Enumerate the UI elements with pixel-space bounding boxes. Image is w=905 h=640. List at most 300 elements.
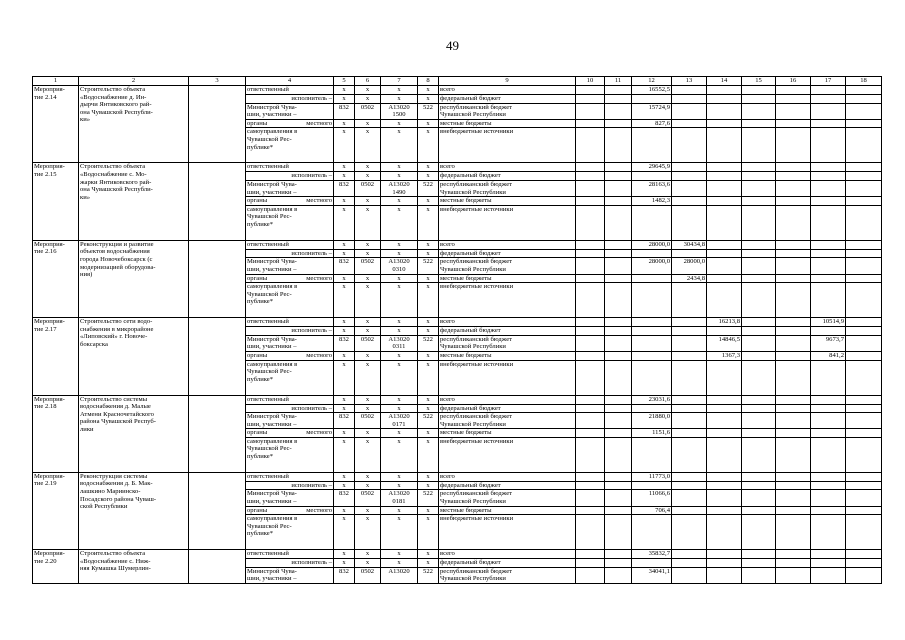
funding-source	[439, 360, 576, 395]
responsible-line	[246, 515, 334, 550]
column-number	[707, 77, 742, 86]
responsible-text: Министрой Чува-	[247, 567, 297, 575]
value-year-col-18	[846, 180, 882, 196]
responsible-text: шии, участники –	[247, 265, 297, 273]
value-year-col-16	[776, 515, 811, 550]
value-year-col-17-text: 10514,9	[822, 318, 844, 326]
value-year-col-14	[707, 180, 742, 196]
funding-source	[439, 515, 576, 550]
column-number	[246, 77, 334, 86]
value-year-col-18	[846, 351, 882, 360]
value-year-col-14	[707, 283, 742, 318]
code-c5-text: 832	[339, 180, 349, 188]
value-year-col-18	[846, 490, 882, 506]
code-c6	[355, 550, 381, 559]
value-year-col-11	[605, 429, 632, 438]
funding-source	[439, 490, 576, 506]
value-year-col-18	[846, 360, 882, 395]
code-c8	[418, 506, 439, 515]
responsible-text: органы местного	[247, 197, 332, 205]
code-c6	[355, 472, 381, 481]
code-c5-text: x	[342, 318, 346, 326]
value-year-col-10	[576, 360, 605, 395]
code-c6	[355, 103, 381, 119]
funding-source-text: республиканский бюджет	[440, 335, 513, 343]
code-c6	[355, 567, 381, 583]
value-year-col-11	[605, 258, 632, 274]
code-c8-text: x	[426, 119, 430, 127]
column-3-empty	[189, 163, 246, 240]
code-c6-text: x	[365, 163, 370, 171]
code-c6	[355, 197, 381, 206]
responsible-text: органы местного	[247, 274, 332, 282]
code-c7	[381, 172, 418, 181]
funding-source-text: внебюджетные источники	[440, 283, 514, 291]
value-year-col-17	[811, 205, 846, 240]
funding-source	[439, 163, 576, 172]
measure-name	[79, 550, 189, 584]
column-number-text: 6	[365, 77, 370, 84]
value-year-col-11	[605, 86, 632, 95]
code-c8-text: x	[426, 327, 430, 335]
column-number	[605, 77, 632, 86]
value-year-col-17	[811, 515, 846, 550]
code-c6-text: 0502	[360, 258, 375, 266]
value-year-col-10	[576, 283, 605, 318]
code-c6-text: x	[365, 550, 370, 558]
column-number-text: 11	[614, 77, 622, 84]
value-year-col-11	[605, 550, 632, 559]
value-year-col-13	[672, 95, 707, 104]
code-c6	[355, 515, 381, 550]
value-year-col-16	[776, 404, 811, 413]
value-year-col-17	[811, 119, 846, 128]
code-c5-text: x	[342, 429, 346, 437]
funding-source	[439, 240, 576, 249]
code-c7-text: x	[397, 559, 401, 567]
code-c8-text: 522	[423, 567, 433, 575]
responsible-line	[246, 327, 334, 336]
value-year-col-14	[707, 327, 742, 336]
code-c8-text: x	[426, 95, 430, 102]
responsible-line	[246, 429, 334, 438]
value-year-col-10	[576, 86, 605, 95]
code-c6-text: x	[365, 197, 370, 205]
value-year-col-14	[707, 103, 742, 119]
responsible-text: Министрой Чува-	[247, 490, 297, 498]
value-year-col-12	[632, 506, 672, 515]
value-year-col-16	[776, 413, 811, 429]
value-year-col-10	[576, 197, 605, 206]
responsible-line-line: ответственный	[247, 86, 289, 93]
value-year-col-10	[576, 327, 605, 336]
value-year-col-13-text: 2434,8	[686, 274, 705, 282]
value-year-col-10	[576, 472, 605, 481]
measure-name-line: водоснабжения д. Б. Мак-	[80, 480, 153, 488]
measure-name	[79, 318, 189, 395]
value-year-col-11	[605, 472, 632, 481]
value-year-col-14	[707, 515, 742, 550]
code-c7-text: А13020	[388, 490, 410, 498]
code-c6	[355, 335, 381, 351]
responsible-text: самоуправления в	[247, 515, 298, 523]
value-year-col-11	[605, 506, 632, 515]
funding-source	[439, 404, 576, 413]
funding-source	[439, 283, 576, 318]
value-year-col-17	[811, 351, 846, 360]
code-c6	[355, 249, 381, 258]
code-c5-text: x	[342, 172, 346, 180]
code-c7-text: x	[397, 472, 401, 480]
responsible-text: публике*	[247, 143, 274, 151]
code-c7-text: x	[397, 437, 401, 445]
code-c8-text: x	[426, 318, 430, 326]
value-year-col-13	[672, 258, 707, 274]
value-year-col-12	[632, 95, 672, 104]
column-number	[576, 77, 605, 86]
funding-source-text: всего	[440, 86, 455, 93]
column-number-text: 12	[648, 77, 655, 84]
funding-source	[439, 327, 576, 336]
code-c5-text: x	[342, 119, 346, 127]
code-c6-text: 0502	[360, 103, 375, 111]
value-year-col-15	[742, 559, 776, 568]
value-year-col-15	[742, 335, 776, 351]
code-c7	[381, 327, 418, 336]
value-year-col-14	[707, 205, 742, 240]
code-c6-text: 0502	[360, 567, 375, 575]
code-c5	[334, 550, 355, 559]
code-c7-text: x	[397, 429, 401, 437]
code-c5-text: x	[342, 472, 346, 480]
funding-source-text: всего	[440, 472, 455, 480]
code-c5	[334, 515, 355, 550]
code-c6	[355, 360, 381, 395]
value-year-col-11	[605, 274, 632, 283]
code-c5	[334, 283, 355, 318]
value-year-col-13	[672, 172, 707, 181]
value-year-col-11	[605, 95, 632, 104]
code-c7	[381, 481, 418, 490]
column-number	[439, 77, 576, 86]
code-c6	[355, 506, 381, 515]
code-c8	[418, 128, 439, 163]
code-c6-text: x	[365, 274, 370, 282]
code-c7	[381, 205, 418, 240]
code-c8-text: x	[426, 506, 430, 514]
funding-source-text: внебюджетные источники	[440, 360, 514, 368]
code-c5	[334, 567, 355, 583]
code-c6-text: x	[365, 395, 370, 403]
value-year-col-14-text: 14846,5	[718, 335, 740, 343]
page-number: 49	[446, 38, 459, 53]
value-year-col-14	[707, 559, 742, 568]
measure-number-line: тие 2.17	[34, 325, 57, 333]
value-year-col-12-text: 23031,6	[648, 395, 670, 403]
code-c6	[355, 318, 381, 327]
value-year-col-17	[811, 404, 846, 413]
value-year-col-11	[605, 404, 632, 413]
code-c5-text: x	[342, 559, 346, 567]
value-year-col-12	[632, 274, 672, 283]
measure-name-line: снабжения в микрорайоне	[80, 325, 154, 333]
column-number-text: 5	[342, 77, 346, 84]
value-year-col-12	[632, 360, 672, 395]
responsible-line	[246, 197, 334, 206]
value-year-col-17	[811, 258, 846, 274]
code-c6	[355, 481, 381, 490]
code-c7-text: x	[397, 506, 401, 514]
responsible-text: Министрой Чува-	[247, 413, 297, 421]
value-year-col-14	[707, 437, 742, 472]
value-year-col-10	[576, 429, 605, 438]
value-year-col-12	[632, 404, 672, 413]
value-year-col-16	[776, 163, 811, 172]
value-year-col-13	[672, 327, 707, 336]
value-year-col-13	[672, 128, 707, 163]
code-c8	[418, 180, 439, 196]
code-c8	[418, 490, 439, 506]
code-c6-text: x	[365, 86, 370, 93]
value-year-col-17	[811, 437, 846, 472]
value-year-col-18	[846, 437, 882, 472]
value-year-col-16	[776, 172, 811, 181]
code-c5-text: x	[342, 327, 346, 335]
funding-source-text: республиканский бюджет	[440, 567, 513, 575]
code-c7-text: x	[397, 283, 401, 291]
measure-name-line: жарки Янтиковского рай-	[80, 178, 152, 186]
measure-name-line: «Водоснабжение д. Ин-	[80, 93, 147, 101]
code-c7	[381, 550, 418, 559]
value-year-col-15	[742, 197, 776, 206]
code-c8	[418, 240, 439, 249]
responsible-text: органы местного	[247, 351, 332, 359]
code-c7-text: x	[397, 274, 401, 282]
value-year-col-13	[672, 351, 707, 360]
responsible-text: Чувашской Рес-	[247, 368, 292, 376]
code-c6	[355, 351, 381, 360]
responsible-line	[246, 240, 334, 249]
value-year-col-17	[811, 395, 846, 404]
responsible-text: публике*	[247, 375, 274, 383]
column-number-text: 1	[53, 77, 58, 84]
value-year-col-13	[672, 86, 707, 95]
funding-source-text: местные бюджеты	[440, 429, 492, 437]
value-year-col-12	[632, 119, 672, 128]
code-c6-text: x	[365, 95, 370, 102]
code-c8-text: x	[426, 429, 430, 437]
value-year-col-11	[605, 351, 632, 360]
value-year-col-11	[605, 437, 632, 472]
responsible-line	[246, 506, 334, 515]
code-c5-text: x	[342, 86, 346, 93]
code-c7	[381, 437, 418, 472]
funding-source-text: республиканский бюджет	[440, 258, 513, 266]
value-year-col-13	[672, 205, 707, 240]
target-code: 0310	[392, 265, 406, 273]
code-c5	[334, 395, 355, 404]
measure-name-line: ки»	[80, 116, 91, 124]
responsible-line	[246, 283, 334, 318]
value-year-col-12-text: 827,6	[655, 119, 670, 127]
value-year-col-11	[605, 240, 632, 249]
value-year-col-12	[632, 413, 672, 429]
value-year-col-12	[632, 163, 672, 172]
value-year-col-14	[707, 274, 742, 283]
value-year-col-15	[742, 86, 776, 95]
code-c6	[355, 163, 381, 172]
value-year-col-17	[811, 481, 846, 490]
code-c6-text: x	[365, 360, 370, 368]
measure-name-line: она Чувашской Республи-	[80, 186, 153, 194]
code-c7	[381, 429, 418, 438]
code-c8	[418, 559, 439, 568]
code-c8	[418, 437, 439, 472]
code-c6-text: x	[365, 429, 370, 437]
funding-source	[439, 559, 576, 568]
funding-source-line2: Чувашской Республики	[440, 188, 506, 196]
target-code: 1500	[392, 111, 406, 119]
funding-source-text: всего	[440, 163, 455, 171]
responsible-text: самоуправления в	[247, 205, 298, 213]
value-year-col-14	[707, 490, 742, 506]
code-c8	[418, 95, 439, 104]
code-c7-text: А13020	[388, 258, 410, 266]
column-number-text: 13	[685, 77, 693, 84]
measure-number-line: тие 2.19	[34, 480, 57, 488]
responsible-text: органы местного	[247, 119, 332, 127]
code-c7	[381, 559, 418, 568]
value-year-col-11	[605, 172, 632, 181]
value-year-col-18	[846, 86, 882, 95]
measure-name-line: Реконструкция системы	[80, 472, 148, 480]
funding-source	[439, 205, 576, 240]
measure-number-line: Мероприя-	[34, 163, 65, 171]
funding-source-text: местные бюджеты	[440, 506, 492, 514]
responsible-line	[246, 249, 334, 258]
value-year-col-10	[576, 205, 605, 240]
code-c6	[355, 413, 381, 429]
funding-source-text: местные бюджеты	[440, 119, 492, 127]
value-year-col-14	[707, 128, 742, 163]
code-c6	[355, 240, 381, 249]
value-year-col-14	[707, 249, 742, 258]
value-year-col-18	[846, 172, 882, 181]
funding-source	[439, 172, 576, 181]
value-year-col-18	[846, 318, 882, 327]
code-c7-text: А13020	[388, 567, 410, 575]
responsible-text: шии, участники –	[247, 343, 297, 351]
measure-name-line: Атмени Красночетайского	[80, 410, 154, 418]
code-c8-text: x	[426, 128, 430, 136]
measure-number	[33, 163, 79, 240]
value-year-col-13	[672, 506, 707, 515]
value-year-col-17	[811, 506, 846, 515]
code-c5	[334, 404, 355, 413]
value-year-col-14	[707, 318, 742, 327]
funding-source	[439, 481, 576, 490]
value-year-col-18	[846, 249, 882, 258]
code-c7-text: x	[397, 395, 401, 403]
budget-table	[32, 76, 882, 584]
value-year-col-18	[846, 515, 882, 550]
value-year-col-10	[576, 274, 605, 283]
column-number-text: 7	[397, 77, 401, 84]
responsible-text: Министрой Чува-	[247, 258, 297, 266]
funding-source-text: внебюджетные источники	[440, 515, 514, 523]
measure-name-line: Строительство объекта	[80, 163, 146, 171]
measure-number	[33, 550, 79, 584]
code-c5-text: x	[342, 240, 346, 248]
value-year-col-17	[811, 318, 846, 327]
measure-name-line: няя Кумашка Шумерлин-	[80, 565, 151, 573]
code-c6	[355, 274, 381, 283]
value-year-col-17	[811, 274, 846, 283]
value-year-col-11	[605, 481, 632, 490]
funding-source	[439, 351, 576, 360]
value-year-col-18	[846, 119, 882, 128]
code-c8	[418, 327, 439, 336]
value-year-col-17	[811, 283, 846, 318]
value-year-col-16	[776, 327, 811, 336]
value-year-col-12	[632, 351, 672, 360]
value-year-col-17	[811, 172, 846, 181]
value-year-col-18	[846, 404, 882, 413]
value-year-col-12	[632, 128, 672, 163]
code-c5-text: x	[342, 437, 346, 445]
measure-name-line: она Чувашской Республи-	[80, 108, 153, 116]
value-year-col-12-text: 16552,5	[648, 86, 670, 93]
value-year-col-15	[742, 327, 776, 336]
value-year-col-16	[776, 490, 811, 506]
responsible-line-line: ответственный	[247, 318, 289, 326]
responsible-line	[246, 559, 334, 568]
code-c7	[381, 506, 418, 515]
value-year-col-14	[707, 172, 742, 181]
funding-source-line2: Чувашской Республики	[440, 575, 506, 583]
table-row	[33, 472, 882, 481]
value-year-col-18	[846, 197, 882, 206]
funding-source	[439, 472, 576, 481]
value-year-col-15	[742, 119, 776, 128]
value-year-col-15	[742, 249, 776, 258]
funding-source-text: федеральный бюджет	[440, 172, 501, 180]
code-c8	[418, 274, 439, 283]
code-c7-text: x	[397, 550, 401, 558]
code-c7	[381, 103, 418, 119]
responsible-line	[246, 128, 334, 163]
responsible-text: шии, участники –	[247, 111, 297, 119]
code-c5	[334, 274, 355, 283]
code-c5	[334, 128, 355, 163]
code-c5	[334, 360, 355, 395]
code-c8-text: 522	[423, 180, 433, 188]
value-year-col-18	[846, 506, 882, 515]
code-c6	[355, 327, 381, 336]
responsible-line	[246, 413, 334, 429]
value-year-col-16	[776, 128, 811, 163]
code-c7	[381, 413, 418, 429]
code-c7	[381, 567, 418, 583]
column-number	[189, 77, 246, 86]
value-year-col-10	[576, 404, 605, 413]
value-year-col-16	[776, 180, 811, 196]
column-number-text: 16	[789, 77, 797, 84]
code-c7-text: x	[397, 119, 401, 127]
value-year-col-17-text: 841,2	[829, 351, 844, 359]
value-year-col-18	[846, 240, 882, 249]
responsible-text: самоуправления в	[247, 128, 298, 136]
